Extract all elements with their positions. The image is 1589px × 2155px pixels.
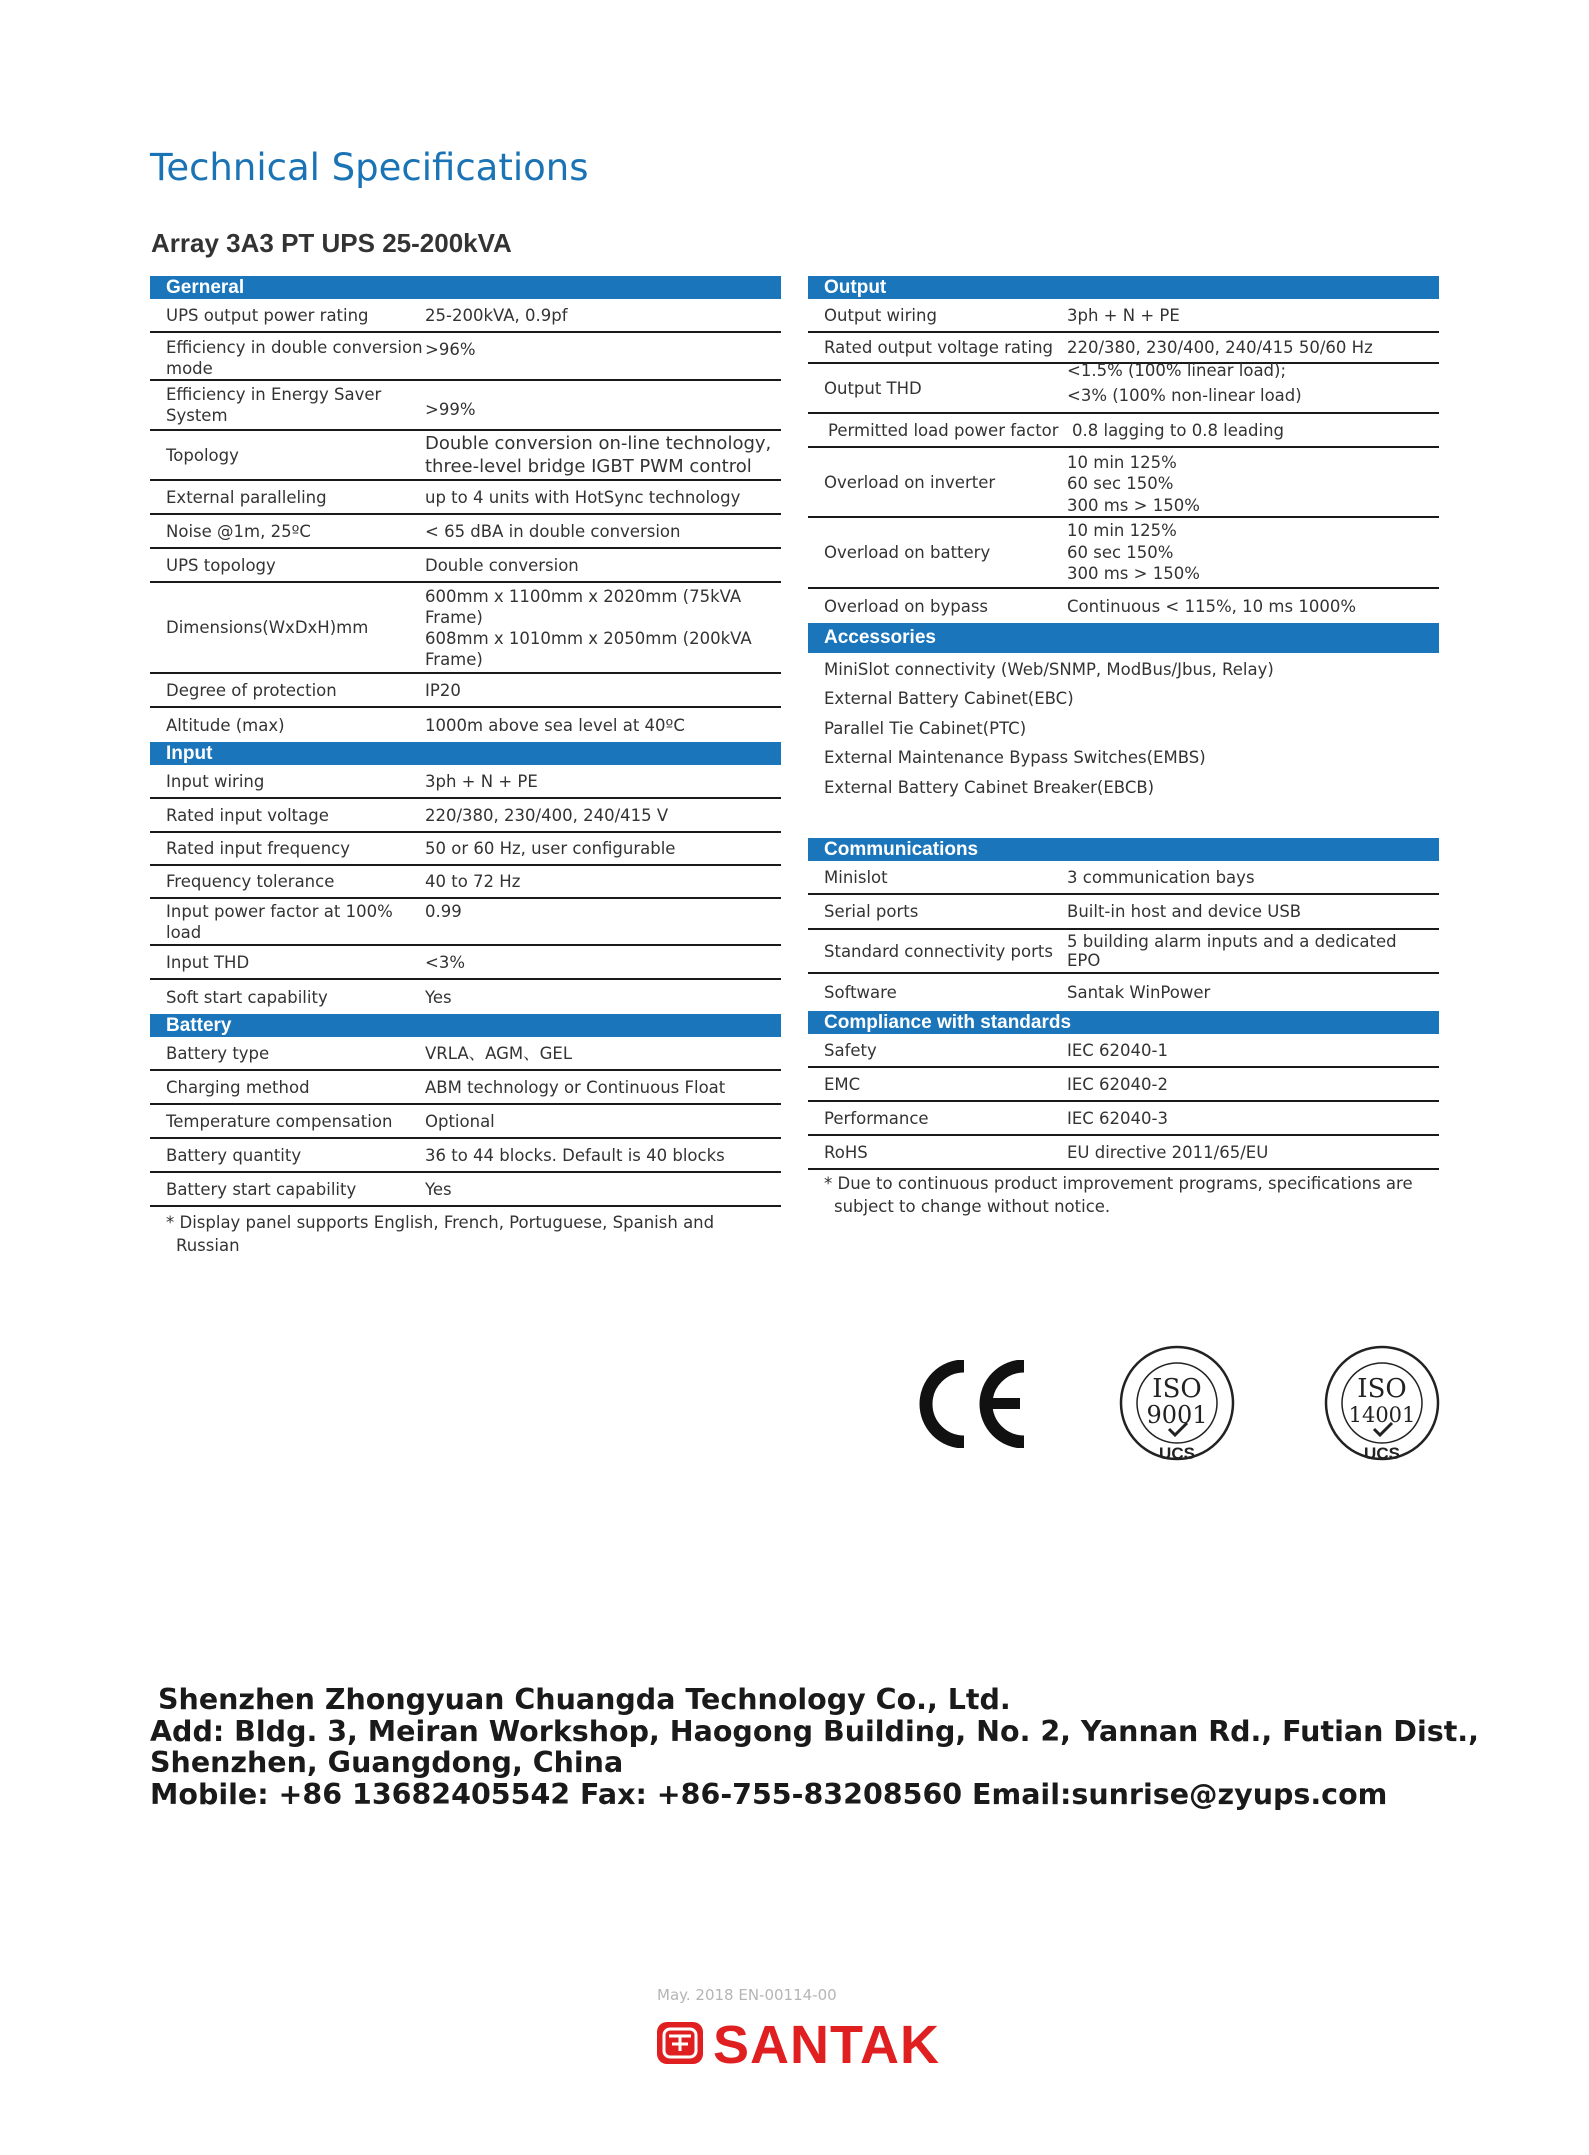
- company-contact-block: [150, 1684, 1479, 1810]
- spec-label: Output wiring: [824, 305, 937, 325]
- accessories-list: [808, 653, 1439, 802]
- spec-value: Yes: [425, 987, 452, 1007]
- spec-label: RoHS: [824, 1142, 868, 1162]
- spec-label: Permitted load power factor: [828, 420, 1059, 440]
- list-item: External Battery Cabinet Breaker(EBCB): [824, 777, 1155, 797]
- spec-value: 3 communication bays: [1067, 867, 1255, 887]
- spec-value: 600mm x 1100mm x 2020mm (75kVA Frame): [425, 586, 742, 627]
- spec-value: Double conversion: [425, 555, 579, 575]
- spec-value: 3ph + N + PE: [1067, 305, 1180, 325]
- spec-value: <3%: [425, 952, 466, 972]
- spec-row: [150, 333, 781, 381]
- spec-label: Overload on inverter: [824, 472, 996, 492]
- spec-label: Topology: [166, 445, 239, 465]
- spec-value: <1.5% (100% linear load);: [1067, 362, 1287, 379]
- spec-value: IEC 62040-2: [1067, 1074, 1168, 1094]
- spec-label: UPS topology: [166, 555, 276, 575]
- spec-label: Battery quantity: [166, 1145, 302, 1165]
- spec-value: 3ph + N + PE: [425, 771, 538, 791]
- spec-row: [808, 1102, 1439, 1136]
- spec-value: IP20: [425, 680, 461, 700]
- right-column: [808, 276, 1439, 1218]
- left-column: [150, 276, 781, 1257]
- document-code: May. 2018 EN-00114-00: [657, 1986, 837, 2004]
- spec-value: 10 min 125%: [1067, 521, 1177, 541]
- ce-mark-icon: [914, 1360, 1034, 1448]
- svg-text:UCS: UCS: [1159, 1444, 1195, 1463]
- spec-value-line-2: 608mm x 1010mm x 2050mm (200kVA Frame): [425, 628, 752, 669]
- spec-row: [808, 895, 1439, 930]
- list-item: External Battery Cabinet(EBC): [824, 689, 1074, 709]
- spec-label: Input wiring: [166, 771, 265, 791]
- footnote-display-languages: * Display panel supports English, French, Portuguese, Spanish and Russian: [166, 1213, 715, 1255]
- spec-row: [808, 364, 1439, 414]
- iso-14001-seal-icon: [1321, 1343, 1443, 1467]
- spec-row: [808, 1136, 1439, 1170]
- svg-text:14001: 14001: [1348, 1403, 1416, 1427]
- spec-row: [808, 518, 1439, 589]
- spec-value: Optional: [425, 1111, 495, 1131]
- spec-row: [150, 866, 781, 899]
- spec-label: Efficiency in Energy Saver System: [166, 385, 382, 425]
- spec-value: 10 min 125%: [1067, 452, 1177, 472]
- spec-value: 220/380, 230/400, 240/415 V: [425, 805, 669, 825]
- spec-row: [150, 381, 781, 431]
- spec-value: < 65 dBA in double conversion: [425, 521, 681, 541]
- spec-row: [150, 980, 781, 1014]
- spec-label: Dimensions(WxDxH)mm: [166, 618, 369, 637]
- spec-row: [150, 549, 781, 583]
- spec-label: Degree of protection: [166, 680, 337, 700]
- spec-row: [150, 674, 781, 708]
- spec-label: Frequency tolerance: [166, 872, 335, 891]
- spec-label: Soft start capability: [166, 987, 328, 1007]
- list-item: Parallel Tie Cabinet(PTC): [824, 718, 1027, 738]
- spec-label: Efficiency in double conversion mode: [166, 338, 423, 378]
- spec-value: up to 4 units with HotSync technology: [425, 487, 741, 507]
- section-heading-battery: Battery: [150, 1014, 781, 1037]
- spec-label: Safety: [824, 1040, 877, 1060]
- spec-label: Overload on bypass: [824, 596, 989, 616]
- spec-value: Yes: [425, 1179, 452, 1199]
- spec-row: [150, 1037, 781, 1071]
- spec-row: [808, 414, 1439, 448]
- spec-label: Battery type: [166, 1043, 270, 1063]
- spec-value: 5 building alarm inputs and a dedicated EPO: [1067, 932, 1397, 971]
- spec-value: Santak WinPower: [1067, 983, 1211, 1003]
- spec-row: [150, 1173, 781, 1207]
- page-subtitle: Array 3A3 PT UPS 25-200kVA: [151, 228, 512, 258]
- spec-row: [150, 833, 781, 866]
- spec-value: 36 to 44 blocks. Default is 40 blocks: [425, 1145, 725, 1165]
- spec-label: Serial ports: [824, 902, 919, 922]
- spec-value: Built-in host and device USB: [1067, 902, 1302, 922]
- spec-row: [808, 333, 1439, 364]
- spec-value: 0.8 lagging to 0.8 leading: [1072, 420, 1285, 440]
- spec-label: UPS output power rating: [166, 305, 369, 325]
- spec-label: Battery start capability: [166, 1179, 357, 1199]
- spec-row: [808, 930, 1439, 974]
- spec-row: [808, 974, 1439, 1011]
- santak-logo: [655, 2015, 940, 2075]
- spec-value: VRLA、AGM、GEL: [425, 1043, 573, 1063]
- spec-label: Input THD: [166, 952, 250, 972]
- spec-row: [808, 1068, 1439, 1102]
- spec-value: 1000m above sea level at 40ºC: [425, 715, 685, 735]
- spec-label: Software: [824, 983, 897, 1003]
- spec-label: Performance: [824, 1108, 929, 1128]
- spec-value: 220/380, 230/400, 240/415 50/60 Hz: [1067, 338, 1373, 357]
- spec-row: [150, 1105, 781, 1139]
- page-title: Technical Specifications: [150, 146, 589, 189]
- spec-label: Output THD: [824, 378, 922, 398]
- list-item: MiniSlot connectivity (Web/SNMP, ModBus/Jbus, Relay): [824, 660, 1274, 679]
- spec-row: [150, 481, 781, 515]
- spec-row: [150, 708, 781, 742]
- spec-label: Input power factor at 100% load: [166, 902, 393, 942]
- spec-value-line-3: 300 ms > 150%: [1067, 564, 1200, 584]
- company-contact-line: Mobile: +86 13682405542 Fax: +86-755-83208560 Email:sunrise@zyups.com: [150, 1777, 1388, 1811]
- spec-row: [150, 583, 781, 674]
- spec-value: 50 or 60 Hz, user configurable: [425, 839, 676, 858]
- spec-value-line-3: 300 ms > 150%: [1067, 495, 1200, 515]
- section-heading-accessories: Accessories: [808, 623, 1439, 653]
- spec-value: 25-200kVA, 0.9pf: [425, 305, 568, 325]
- spec-label: Rated input voltage: [166, 805, 329, 825]
- section-heading-general: Gerneral: [150, 276, 781, 299]
- spec-row: [150, 946, 781, 980]
- spec-value: EU directive 2011/65/EU: [1067, 1142, 1269, 1162]
- iso-9001-seal-icon: [1117, 1343, 1237, 1467]
- section-heading-input: Input: [150, 742, 781, 765]
- spec-row: [150, 765, 781, 799]
- svg-text:ISO: ISO: [1152, 1374, 1202, 1404]
- spec-label: Rated input frequency: [166, 839, 350, 858]
- brand-wordmark: SANTAK: [713, 2015, 940, 2075]
- spec-value: 0.99: [425, 902, 462, 921]
- spec-row: [150, 899, 781, 946]
- spec-row: [150, 515, 781, 549]
- spec-value: >99%: [425, 399, 476, 419]
- spec-row: [150, 1071, 781, 1105]
- spec-value: Double conversion on-line technology, three-level bridge IGBT PWM control: [425, 433, 772, 477]
- spec-value: IEC 62040-3: [1067, 1108, 1168, 1128]
- spec-row: [808, 861, 1439, 895]
- spec-label: Charging method: [166, 1077, 310, 1097]
- section-heading-compliance: Compliance with standards: [808, 1011, 1439, 1034]
- spec-label: Minislot: [824, 867, 888, 887]
- spec-label: Overload on battery: [824, 543, 991, 562]
- spec-label: Altitude (max): [166, 715, 285, 735]
- section-heading-communications: Communications: [808, 838, 1439, 861]
- section-heading-output: Output: [808, 276, 1439, 299]
- spec-label: Rated output voltage rating: [824, 338, 1053, 357]
- spec-row: [150, 799, 781, 833]
- company-address-line-2: Shenzhen, Guangdong, China: [150, 1746, 624, 1779]
- spec-value-line-2: 60 sec 150%: [1067, 542, 1174, 562]
- santak-emblem-icon: [655, 2020, 705, 2070]
- spec-row: [150, 299, 781, 333]
- list-item: External Maintenance Bypass Switches(EMBS): [824, 748, 1206, 768]
- spec-value: >96%: [425, 340, 476, 359]
- spec-row: [808, 1034, 1439, 1068]
- spec-label: External paralleling: [166, 487, 327, 507]
- spec-label: Noise @1m, 25ºC: [166, 521, 311, 541]
- company-name: Shenzhen Zhongyuan Chuangda Technology Co., Ltd.: [158, 1683, 1011, 1716]
- spec-value: Continuous < 115%, 10 ms 1000%: [1067, 596, 1356, 616]
- spec-label: Standard connectivity ports: [824, 941, 1053, 961]
- spec-value: 40 to 72 Hz: [425, 872, 521, 891]
- company-address-line-1: Add: Bldg. 3, Meiran Workshop, Haogong Building, No. 2, Yannan Rd., Futian Dist.,: [150, 1714, 1479, 1748]
- svg-text:UCS: UCS: [1364, 1444, 1400, 1463]
- spec-value-line-2: <3% (100% non-linear load): [1067, 385, 1302, 405]
- spec-row: [150, 1139, 781, 1173]
- spec-row: [150, 431, 781, 481]
- spec-row: [808, 448, 1439, 518]
- spec-label: EMC: [824, 1074, 861, 1094]
- svg-text:ISO: ISO: [1357, 1374, 1407, 1404]
- svg-text:9001: 9001: [1146, 1401, 1208, 1429]
- spec-label: Temperature compensation: [166, 1111, 393, 1131]
- spec-row: [808, 589, 1439, 623]
- spec-row: [808, 299, 1439, 333]
- footnote-product-improvement: * Due to continuous product improvement programs, specifications are subject to change without notice.: [824, 1174, 1413, 1217]
- spec-value-line-2: 60 sec 150%: [1067, 474, 1174, 494]
- spec-value: ABM technology or Continuous Float: [425, 1077, 726, 1097]
- spec-value: IEC 62040-1: [1067, 1040, 1168, 1060]
